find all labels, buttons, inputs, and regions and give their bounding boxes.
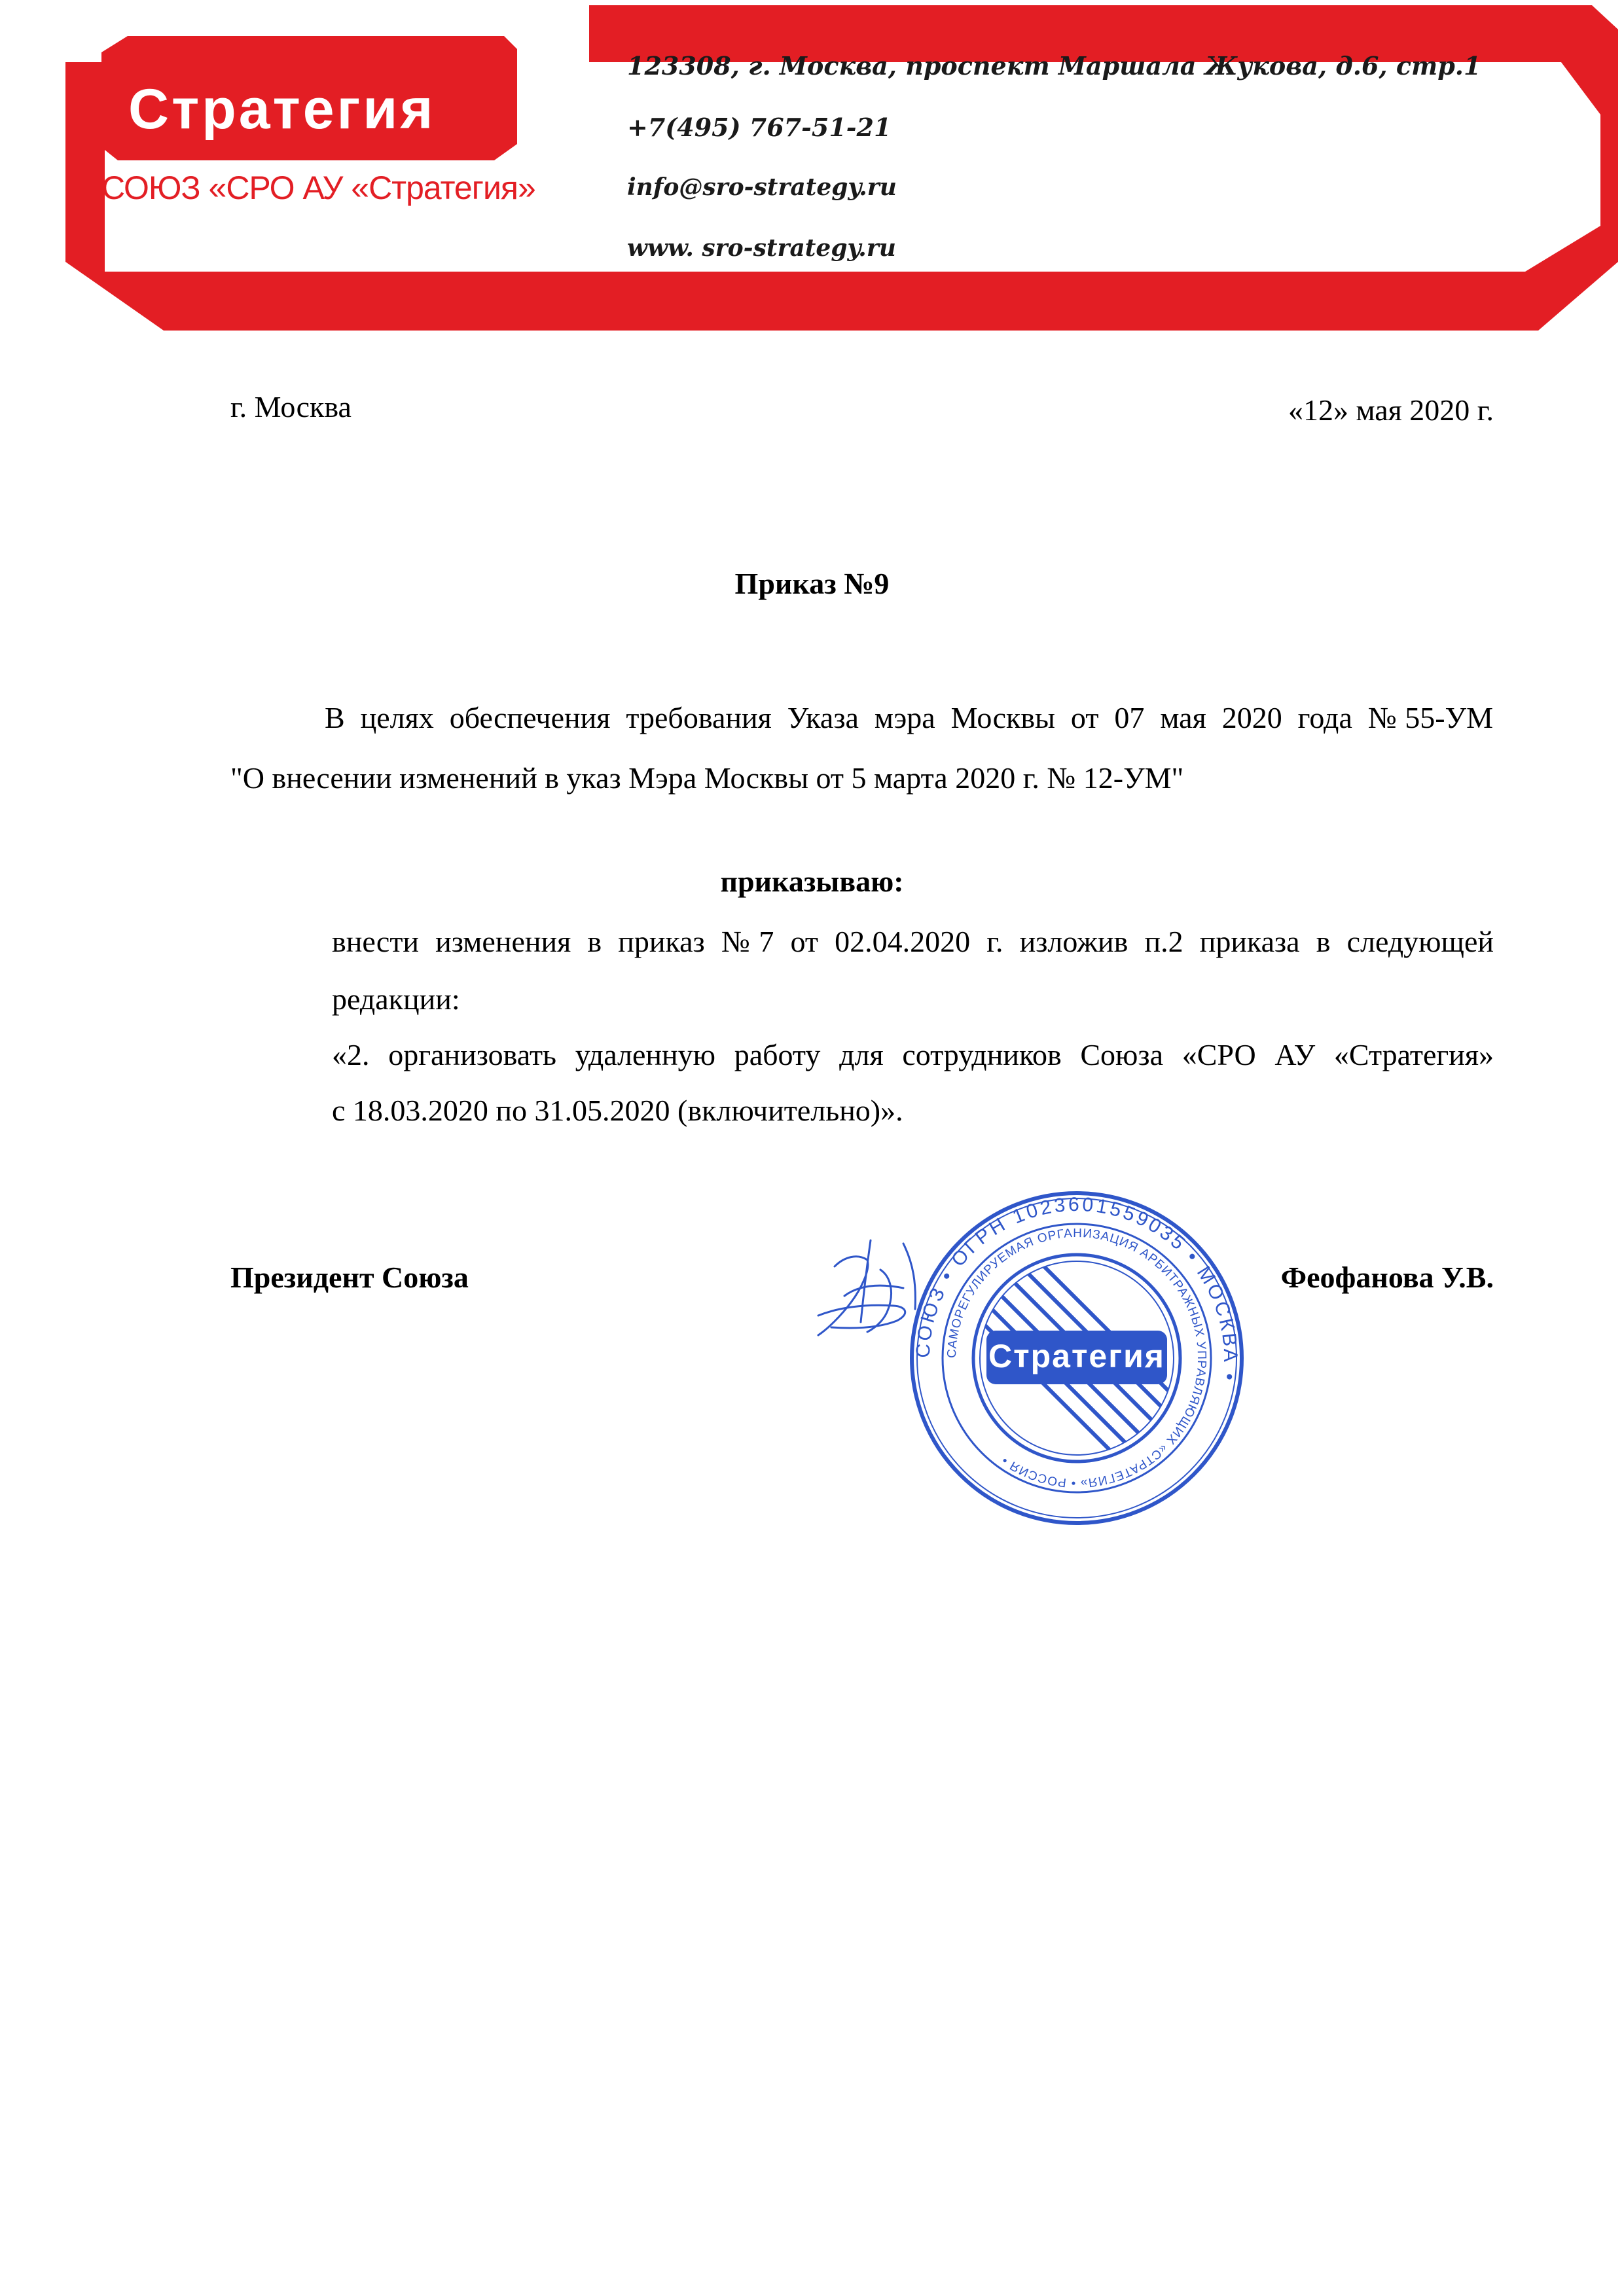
document-title: Приказ №9 (734, 567, 890, 600)
org-name: СОЮЗ «СРО АУ «Стратегия» (101, 170, 535, 206)
order-line-2: редакции: (332, 982, 460, 1016)
contact-phone: +7(495) 767-51-21 (627, 113, 892, 142)
order-line-3: «2. организовать удаленную работу для сотрудников Союза «СРО АУ «Стратегия» (332, 1038, 1494, 1071)
preamble-line-1: В целях обеспечения требования Указа мэра Москвы от 07 мая 2020 года №55-УМ (325, 701, 1493, 734)
signatory-name: Феофанова У.В. (1280, 1261, 1494, 1294)
seal-inner-text: САМОРЕГУЛИРУЕМАЯ ОРГАНИЗАЦИЯ АРБИТРАЖНЫХ УПРАВЛЯЮЩИХ «СТРАТЕГИЯ» • РОССИЯ • (945, 1226, 1209, 1490)
order-line-1: внести изменения в приказ №7 от 02.04.2020 г. изложив п.2 приказа в следующей (332, 925, 1494, 958)
seal-logo-text: Стратегия (988, 1338, 1165, 1374)
order-line-4: с 18.03.2020 по 31.05.2020 (включительно)». (332, 1094, 903, 1127)
document-date: «12» мая 2020 г. (1288, 393, 1494, 427)
contact-address: 123308, г. Москва, проспект Маршала Жукова, д.6, стр.1 (627, 51, 1481, 81)
decree-word: приказываю: (720, 865, 904, 898)
contact-website: www. sro-strategy.ru (627, 234, 896, 262)
preamble-line-2: "О внесении изменений в указ Мэра Москвы от 5 марта 2020 г. № 12-УМ" (230, 761, 1184, 795)
signatory-position: Президент Союза (230, 1261, 469, 1294)
document-city: г. Москва (230, 390, 352, 423)
contact-email: info@sro-strategy.ru (627, 173, 897, 201)
organization-seal (907, 1188, 1247, 1528)
seal-outer-text: СОЮЗ • ОГРН 1023601559035 • МОСКВА • (912, 1193, 1242, 1384)
logo-wordmark: Стратегия (128, 78, 436, 141)
